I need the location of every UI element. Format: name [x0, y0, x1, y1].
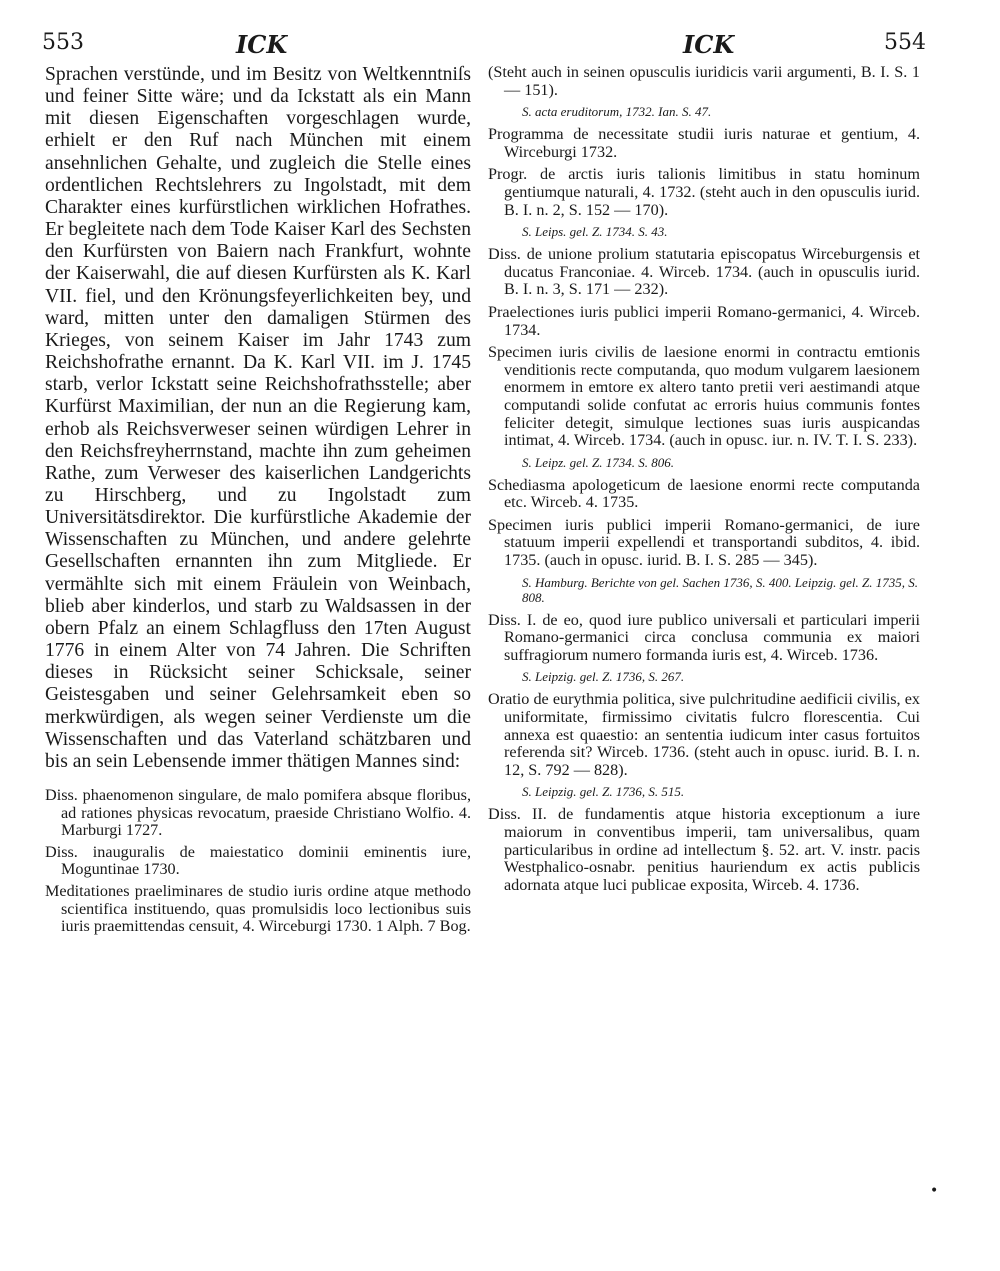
citation-note: S. Leipz. gel. Z. 1734. S. 806.	[522, 454, 675, 470]
bibliography-entry: Programma de necessitate studii iuris naturae et gentium, 4. Wirceburgi 1732.	[488, 125, 920, 161]
bibliography-entry: Schediasma apologeticum de laesione enormi recte computanda etc. Wirceb. 4. 1735.	[488, 475, 920, 512]
bibliography-entry: Diss. de unione prolium statutaria episcopatus Wirceburgensis et ducatus Franconiae. 4. Wirceb. 1734. (auch in opusculis iurid. B. I. n. 3, S. 171 — 232).	[488, 245, 920, 299]
citation-note: S. acta eruditorum, 1732. Ian. S. 47.	[522, 104, 712, 120]
bibliography-entry: Diss. II. de fundamentis atque historia exceptionum a iure maiorum in conventibus imperii, tam universalibus, quam particularibus in ordine ad intellectum §. 52. art. V. instr. pacis Westphalico-osnabr. penitius hauriendum ex actis publicis adornata atque luci publicae exposita, Wirceb. 4. 1736.	[488, 805, 920, 894]
citation-note: S. Hamburg. Berichte von gel. Sachen 1736, S. 400. Leipzig. gel. Z. 1735, S. 808.	[522, 574, 918, 605]
bibliography-entry: Progr. de arctis iuris talionis limitibus in statu hominum gentiumque naturali, 4. 1732. (steht auch in den opusculis iurid. B. I. n. 2, S. 152 — 170).	[488, 165, 920, 219]
bibliography-entry: Diss. phaenomenon singulare, de malo pomifera absque floribus, ad rationes physicas revocatum, praeside Christiano Wolfio. 4. Marburgi 1727.	[45, 786, 471, 840]
left-column	[45, 64, 471, 940]
bibliography-entry: Specimen iuris publici imperii Romano-germanici, de iure statuum imperii expellendi et transportandi subditos, 4. ibid. 1735. (auch in opusc. iurid. B. I. S. 285 — 345).	[488, 515, 920, 570]
bibliography-entry: Specimen iuris civilis de laesione enormi in contractu emtionis venditionis recte computanda, quo modum vulgarem laesionem enormem in emtore ex altero tanto pretii veri aestimandi atque computandi solide confutat ac erroris huius communis fontes feliciter detegit, simulque lectiones suas iuris auspicandas intimat, 4. Wirceb. 1734. (auch in opusc. iur. n. IV. T. I. S. 233).	[488, 343, 920, 450]
right-page-number: 554	[884, 30, 926, 55]
bibliography-entry: (Steht auch in seinen opusculis iuridicis varii argumenti, B. I. S. 1 — 151).	[488, 63, 920, 99]
right-running-head: ICK	[683, 30, 735, 59]
bibliography-entry: Meditationes praeliminares de studio iuris ordine atque methodo scientifica instituendo, quas promulsidis loco lectionibus suis iuris praemittendas censuit, 4. Wirceburgi 1730. 1 Alph. 7 Bog.	[45, 881, 471, 936]
bibliography-entry: Diss. I. de eo, quod iure publico universali et particulari imperii Romano-germanici circa conclusa communia ex maiori suffragiorum numero formanda iuris est, 4. Wirceb. 1736.	[488, 610, 920, 664]
citation-note: S. Leipzig. gel. Z. 1736, S. 515.	[522, 784, 685, 800]
right-column	[488, 64, 920, 899]
left-running-head: ICK	[236, 30, 288, 59]
biography-paragraph: Sprachen verstünde, und im Besitz von Weltkenntniſs und feiner Sitte wäre; und da Ickstatt als ein Mann mit diesen Eigenschaften vorgeschlagen wurde, erhielt er den Ruf nach München mit einem ansehnlichen Gehalte, und zugleich die Stelle eines ordentlichen Rechtslehrers zu Ingolstadt, mit dem Charakter eines kurfürstlichen wirklichen Hofrathes. Er begleitete nach dem Tode Kaiser Karl des Sechsten den Kurfürsten von Baiern nach Frankfurt, wohnte der Kaiserwahl, die auf diesen Kurfürsten als K. Karl VII. fiel, und den Krönungsfeyerlichkeiten bey, und ward, mitten unter den damaligen Stürmen des Krieges, von seinem Kaiser im Jahr 1743 zum Reichshofrathe ernannt. Da K. Karl VII. im J. 1745 starb, verlor Ickstatt seine Reichshofrathsstelle; aber Kurfürst Maximilian, der nun an die Regierung kam, erhob als Reichsverweser seinen würdigen Lehrer in den Reichsfreyherrnstand, machte ihn zum geheimen Rathe, zum Verweser des kaiserlichen Landgerichts zu Hirschberg, und zu Ingolstadt zum Universitätsdirektor. Die kurfürstliche Akademie der Wissenschaften zu München, und andere gelehrte Gesellschaften ernannten ihn zum Mitgliede. Er vermählte sich mit einem Fräulein von Weinbach, blieb aber kinderlos, und starb zu Waldsassen in der obern Pfalz an einem Schlagfluss den 17ten August 1776 in einem Alter von 74 Jahren. Die Schriften dieses in Rücksicht seiner Schicksale, seiner Geistesgaben und seiner Gelehrsamkeit eben so merkwürdigen, als wegen seiner Verdienste um die Wissenschaften und das Vaterland schätzbaren und bis an sein Lebensende immer thätigen Mannes sind:	[45, 64, 471, 772]
left-page-number: 553	[42, 30, 84, 55]
bibliography-entry: Praelectiones iuris publici imperii Romano-germanici, 4. Wirceb. 1734.	[488, 302, 920, 339]
citation-note: S. Leipzig. gel. Z. 1736, S. 267.	[522, 669, 685, 685]
bibliography-entry: Oratio de eurythmia politica, sive pulchritudine aedificii civilis, ex uniformitate, firmissimo civitatis fulcro florescentia. Cui annexa est quaestio: an sententia iudicum inter casus fortuitos referenda sit? Wirceb. 1736. (steht auch in opusc. iurid. B. I. n. 12, S. 792 — 828).	[488, 690, 920, 779]
bibliography-entry: Diss. inauguralis de maiestatico dominii eminentis iure, Moguntinae 1730.	[45, 842, 471, 879]
page-mark: •	[930, 1183, 939, 1199]
left-bibliography	[45, 787, 471, 936]
citation-note: S. Leips. gel. Z. 1734. S. 43.	[522, 224, 668, 240]
